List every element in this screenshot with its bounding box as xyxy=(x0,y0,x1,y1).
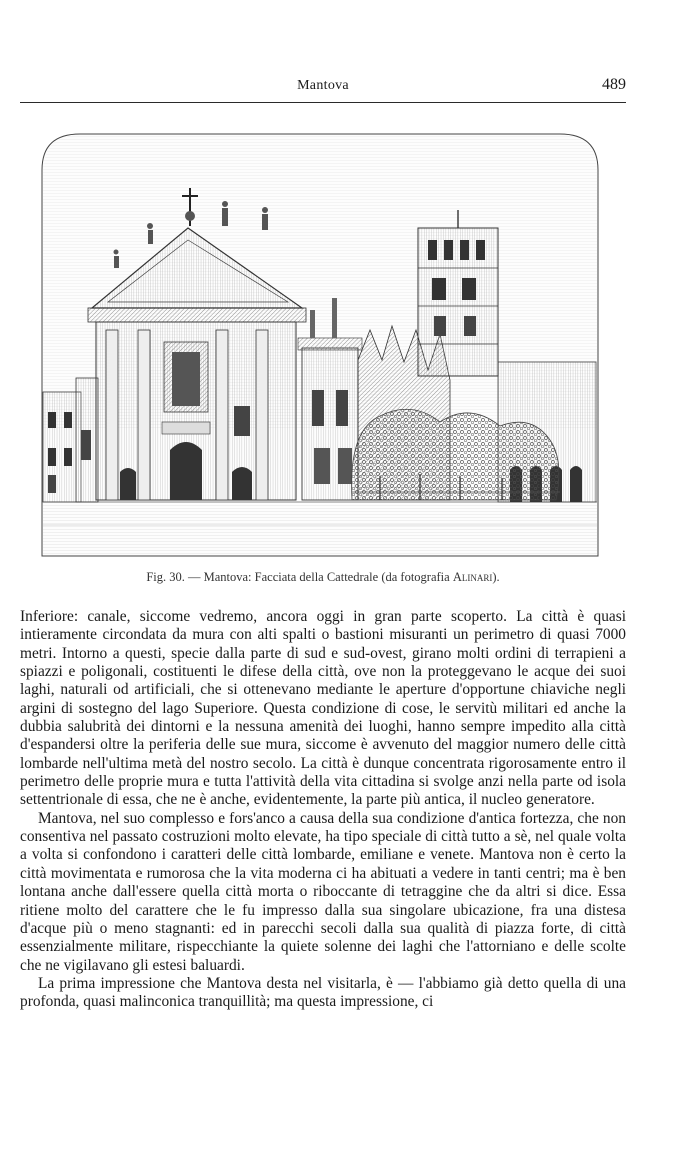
paragraph: Mantova, nel suo complesso e fors'anco a causa della sua condizione d'antica fortezza, che non consentiva nel passato costruzioni molto elevate, ha tipo speciale di città tutto a sè, nel quale volta a volta si confondono i caratteri delle città lombarde, emiliane e venete. Mantova non è certo la città movimentata e rumorosa che la vita moderna ci ha abituati a vedere in tanti centri; ma è ben lontana anche dall'essere quella città morta o riboccante di tetraggine che da altri si dice. Essa ritiene molto del carattere che le fu impresso dalla sua singolare ubicazione, fra una distesa d'acque più o meno stagnanti: ed in parecchi secoli dalla sua qualità di piazza forte, di città essenzialmente militare, rispecchiante la quiete solenne dei laghi che l'attorniano e delle scolte che ne vigilavano gli estesi baluardi. xyxy=(20,809,626,974)
caption-text: Fig. 30. — Mantova: Facciata della Cattedrale (da fotografia xyxy=(146,570,450,584)
caption-credit: Alinari xyxy=(452,570,493,584)
paragraph: La prima impressione che Mantova desta nel visitarla, è — l'abbiamo già detto quella di una profonda, quasi malinconica tranquillità; ma questa impressione, ci xyxy=(20,974,626,1011)
body-text xyxy=(20,608,626,1012)
paragraph: Inferiore: canale, siccome vedremo, ancora oggi in gran parte scoperto. La città è quasi intieramente circondata da mura con alti spalti o bastioni misuranti un perimetro di quasi 7000 metri. Intorno a questi, specie dalla parte di sud e sud-ovest, girano molti ordini di terrapieni a spiazzi e poligonali, costituenti le difese della città, ove non la proteggevano le acque dei suoi laghi, naturali od artificiali, che si ottenevano mediante le aperture d'opportune chiaviche negli argini di sostegno del lago Superiore. Questa condizione di cose, le servitù militari ed anche la dubbia salubrità dei dintorni e la nessuna amenità dei luoghi, hanno sempre impedito alla città d'espandersi oltre la periferia delle sue mura, siccome è avvenuto del maggior numero delle città lombarde nell'ultima metà del nostro secolo. La città è dunque concentrata rigorosamente entro il perimetro delle proprie mura e tutta l'attività della vita cittadina si svolge anzi nella parte od isola settentrionale di essa, che ne è anche, evidentemente, la parte più antica, il nucleo generatore. xyxy=(20,608,626,809)
running-title: Mantova xyxy=(297,78,349,93)
page-number: 489 xyxy=(602,76,626,93)
cathedral-engraving xyxy=(40,130,600,558)
caption-suffix: ). xyxy=(492,570,500,584)
figure-caption xyxy=(20,570,626,585)
running-head xyxy=(20,74,626,103)
